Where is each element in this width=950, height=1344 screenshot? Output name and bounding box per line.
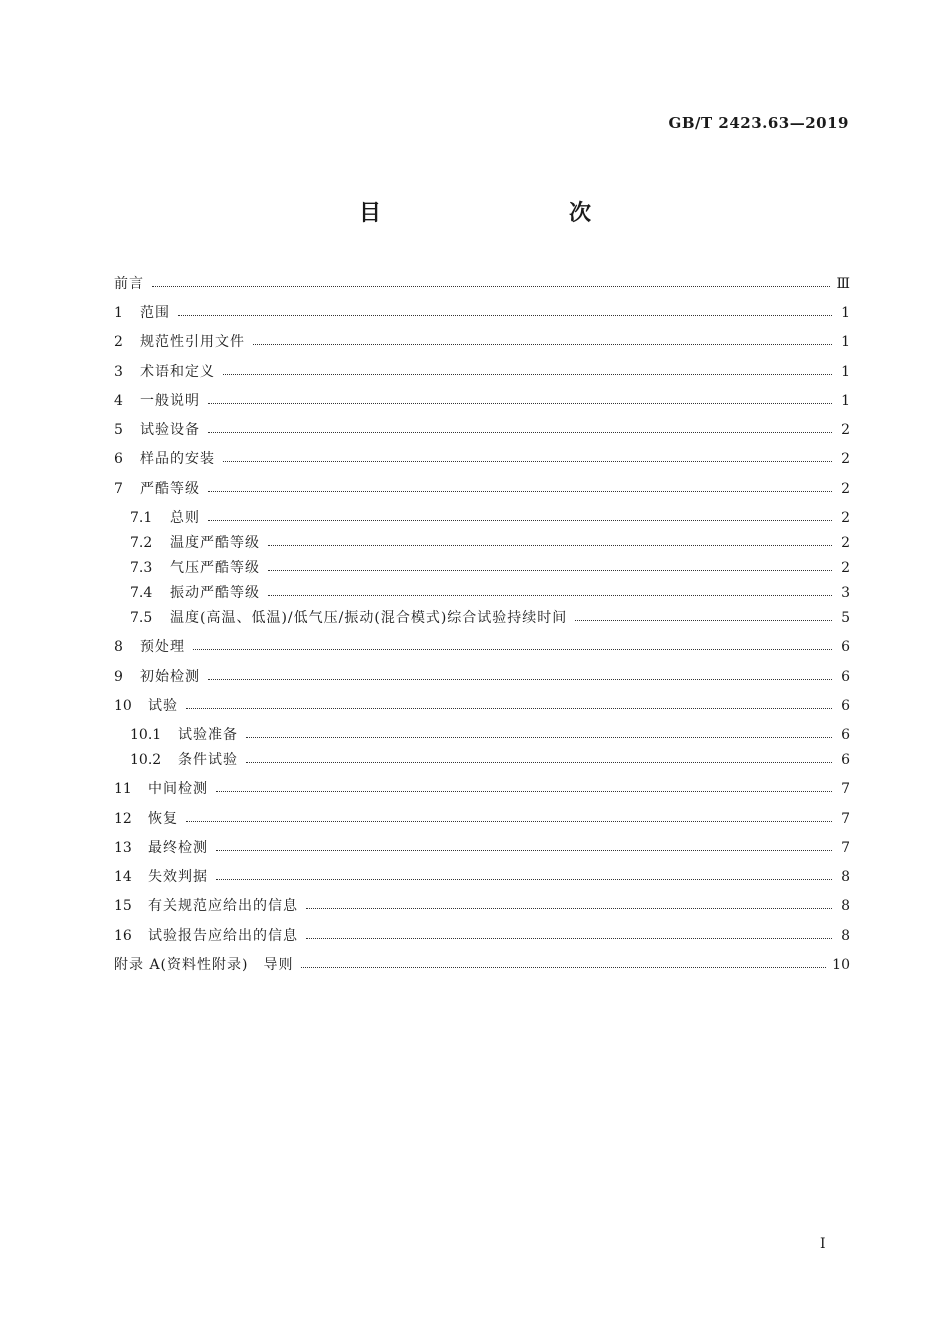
toc-entry-page: 3 xyxy=(841,585,850,601)
toc-entry-number: 15 xyxy=(114,898,132,914)
toc-entry-page: 8 xyxy=(841,898,850,914)
dot-leader xyxy=(246,723,832,747)
toc-entry[interactable] xyxy=(114,777,850,801)
toc-entry-page: 6 xyxy=(841,752,850,768)
toc-entry-number: 1 xyxy=(114,305,123,321)
toc-entry-label: 总则 xyxy=(170,510,200,526)
dot-leader xyxy=(178,301,832,325)
toc-entry-page: 6 xyxy=(841,669,850,685)
toc-entry-label: 温度(高温、低温)/低气压/振动(混合模式)综合试验持续时间 xyxy=(170,610,568,626)
dot-leader xyxy=(208,506,832,530)
toc-entry[interactable] xyxy=(114,865,850,889)
toc-entry[interactable] xyxy=(114,807,850,831)
toc-entry[interactable] xyxy=(114,330,850,354)
toc-entry-page: 10 xyxy=(832,957,850,973)
toc-entry-number: 13 xyxy=(114,840,132,856)
toc-entry-number: 10 xyxy=(114,698,132,714)
toc-entry-number: 7.2 xyxy=(130,535,153,551)
toc-entry-label: 预处理 xyxy=(140,639,185,655)
toc-entry[interactable] xyxy=(114,635,850,659)
toc-entry-label: 试验报告应给出的信息 xyxy=(148,928,298,944)
standard-code: GB/T 2423.63—2019 xyxy=(668,114,849,132)
toc-entry[interactable] xyxy=(114,953,850,977)
toc-entry-page: 2 xyxy=(841,451,850,467)
toc-entry-number: 7.4 xyxy=(130,585,153,601)
dot-leader xyxy=(268,581,832,605)
dot-leader xyxy=(208,389,832,413)
toc-entry[interactable] xyxy=(114,924,850,948)
toc-entry-page: Ⅲ xyxy=(836,276,850,292)
toc-entry-page: 2 xyxy=(841,560,850,576)
toc-entry[interactable] xyxy=(114,301,850,325)
dot-leader xyxy=(223,360,832,384)
toc-entry-label: 试验 xyxy=(148,698,178,714)
toc-entry[interactable] xyxy=(114,389,850,413)
dot-leader xyxy=(306,924,832,948)
toc-entry-label: 恢复 xyxy=(148,811,178,827)
toc-entry-label: 术语和定义 xyxy=(140,364,215,380)
dot-leader xyxy=(216,836,832,860)
toc-entry-label: 试验设备 xyxy=(140,422,200,438)
toc-entry-page: 6 xyxy=(841,698,850,714)
toc-entry[interactable] xyxy=(114,418,850,442)
toc-entry-page: 6 xyxy=(841,639,850,655)
toc-entry[interactable] xyxy=(114,272,850,296)
toc-entry-label: 规范性引用文件 xyxy=(140,334,245,350)
toc-entry-label: 最终检测 xyxy=(148,840,208,856)
toc-entry-number: 8 xyxy=(114,639,123,655)
toc-entry-page: 8 xyxy=(841,869,850,885)
toc-entry[interactable] xyxy=(114,694,850,718)
toc-entry-page: 1 xyxy=(841,393,850,409)
toc-entry-page: 1 xyxy=(841,305,850,321)
dot-leader xyxy=(253,330,832,354)
toc-entry[interactable] xyxy=(114,360,850,384)
toc-entry-label: 前言 xyxy=(114,276,144,292)
toc-entry-number: 10.2 xyxy=(130,752,162,768)
toc-entry-number: 2 xyxy=(114,334,123,350)
toc-entry-number: 7.3 xyxy=(130,560,153,576)
dot-leader xyxy=(216,865,832,889)
toc-entry[interactable] xyxy=(114,447,850,471)
toc-entry-page: 7 xyxy=(841,811,850,827)
toc-entry-number: 14 xyxy=(114,869,132,885)
dot-leader xyxy=(306,894,832,918)
toc-entry-label: 初始检测 xyxy=(140,669,200,685)
toc-entry-page: 2 xyxy=(841,481,850,497)
dot-leader xyxy=(208,477,832,501)
toc-entry-number: 7 xyxy=(114,481,123,497)
page-title: 目 次 xyxy=(358,201,639,226)
dot-leader xyxy=(208,665,832,689)
dot-leader xyxy=(575,606,832,630)
toc-entry-number: 10.1 xyxy=(130,727,162,743)
toc-entry-number: 7.5 xyxy=(130,610,153,626)
toc-entry-number: 3 xyxy=(114,364,123,380)
toc-entry[interactable] xyxy=(114,723,850,747)
toc-entry-label: 试验准备 xyxy=(178,727,238,743)
toc-entry-label: 失效判据 xyxy=(148,869,208,885)
toc-entry-number: 11 xyxy=(114,781,132,797)
toc-entry-number: 7.1 xyxy=(130,510,153,526)
toc-entry-number: 4 xyxy=(114,393,123,409)
toc-entry-page: 1 xyxy=(841,334,850,350)
toc-entry-label: 温度严酷等级 xyxy=(170,535,260,551)
toc-entry-page: 1 xyxy=(841,364,850,380)
toc-entry-page: 5 xyxy=(841,610,850,626)
toc-entry-label: 有关规范应给出的信息 xyxy=(148,898,298,914)
toc-entry-page: 8 xyxy=(841,928,850,944)
dot-leader xyxy=(186,807,832,831)
dot-leader xyxy=(268,531,832,555)
dot-leader xyxy=(268,556,832,580)
dot-leader xyxy=(186,694,832,718)
dot-leader xyxy=(208,418,832,442)
toc-entry-number: 12 xyxy=(114,811,132,827)
toc-entry-label: 振动严酷等级 xyxy=(170,585,260,601)
dot-leader xyxy=(216,777,832,801)
toc-entry[interactable] xyxy=(114,581,850,605)
toc-entry-label: 附录 A(资料性附录) 导则 xyxy=(114,957,294,973)
toc-entry-label: 条件试验 xyxy=(178,752,238,768)
toc-entry-number: 9 xyxy=(114,669,123,685)
toc-entry[interactable] xyxy=(114,748,850,772)
toc-entry-page: 7 xyxy=(841,840,850,856)
toc-entry-label: 中间检测 xyxy=(148,781,208,797)
dot-leader xyxy=(223,447,832,471)
toc-entry[interactable] xyxy=(114,836,850,860)
page-folio: Ⅰ xyxy=(820,1236,826,1252)
toc-entry-label: 一般说明 xyxy=(140,393,200,409)
toc-entry-label: 样品的安装 xyxy=(140,451,215,467)
toc-entry-label: 气压严酷等级 xyxy=(170,560,260,576)
dot-leader xyxy=(152,272,830,296)
toc-entry[interactable] xyxy=(114,556,850,580)
toc-entry-number: 5 xyxy=(114,422,123,438)
dot-leader xyxy=(301,953,826,977)
toc-entry[interactable] xyxy=(114,477,850,501)
toc-entry-number: 6 xyxy=(114,451,123,467)
toc-entry-page: 7 xyxy=(841,781,850,797)
toc-entry-label: 严酷等级 xyxy=(140,481,200,497)
toc-entry-page: 2 xyxy=(841,422,850,438)
toc-entry[interactable] xyxy=(114,665,850,689)
toc-entry[interactable] xyxy=(114,531,850,555)
toc-entry-number: 16 xyxy=(114,928,132,944)
toc-entry-page: 2 xyxy=(841,535,850,551)
toc-entry-page: 2 xyxy=(841,510,850,526)
dot-leader xyxy=(246,748,832,772)
toc-entry[interactable] xyxy=(114,606,850,630)
toc-entry[interactable] xyxy=(114,506,850,530)
toc-entry-page: 6 xyxy=(841,727,850,743)
toc-entry[interactable] xyxy=(114,894,850,918)
dot-leader xyxy=(193,635,832,659)
toc-entry-label: 范围 xyxy=(140,305,170,321)
